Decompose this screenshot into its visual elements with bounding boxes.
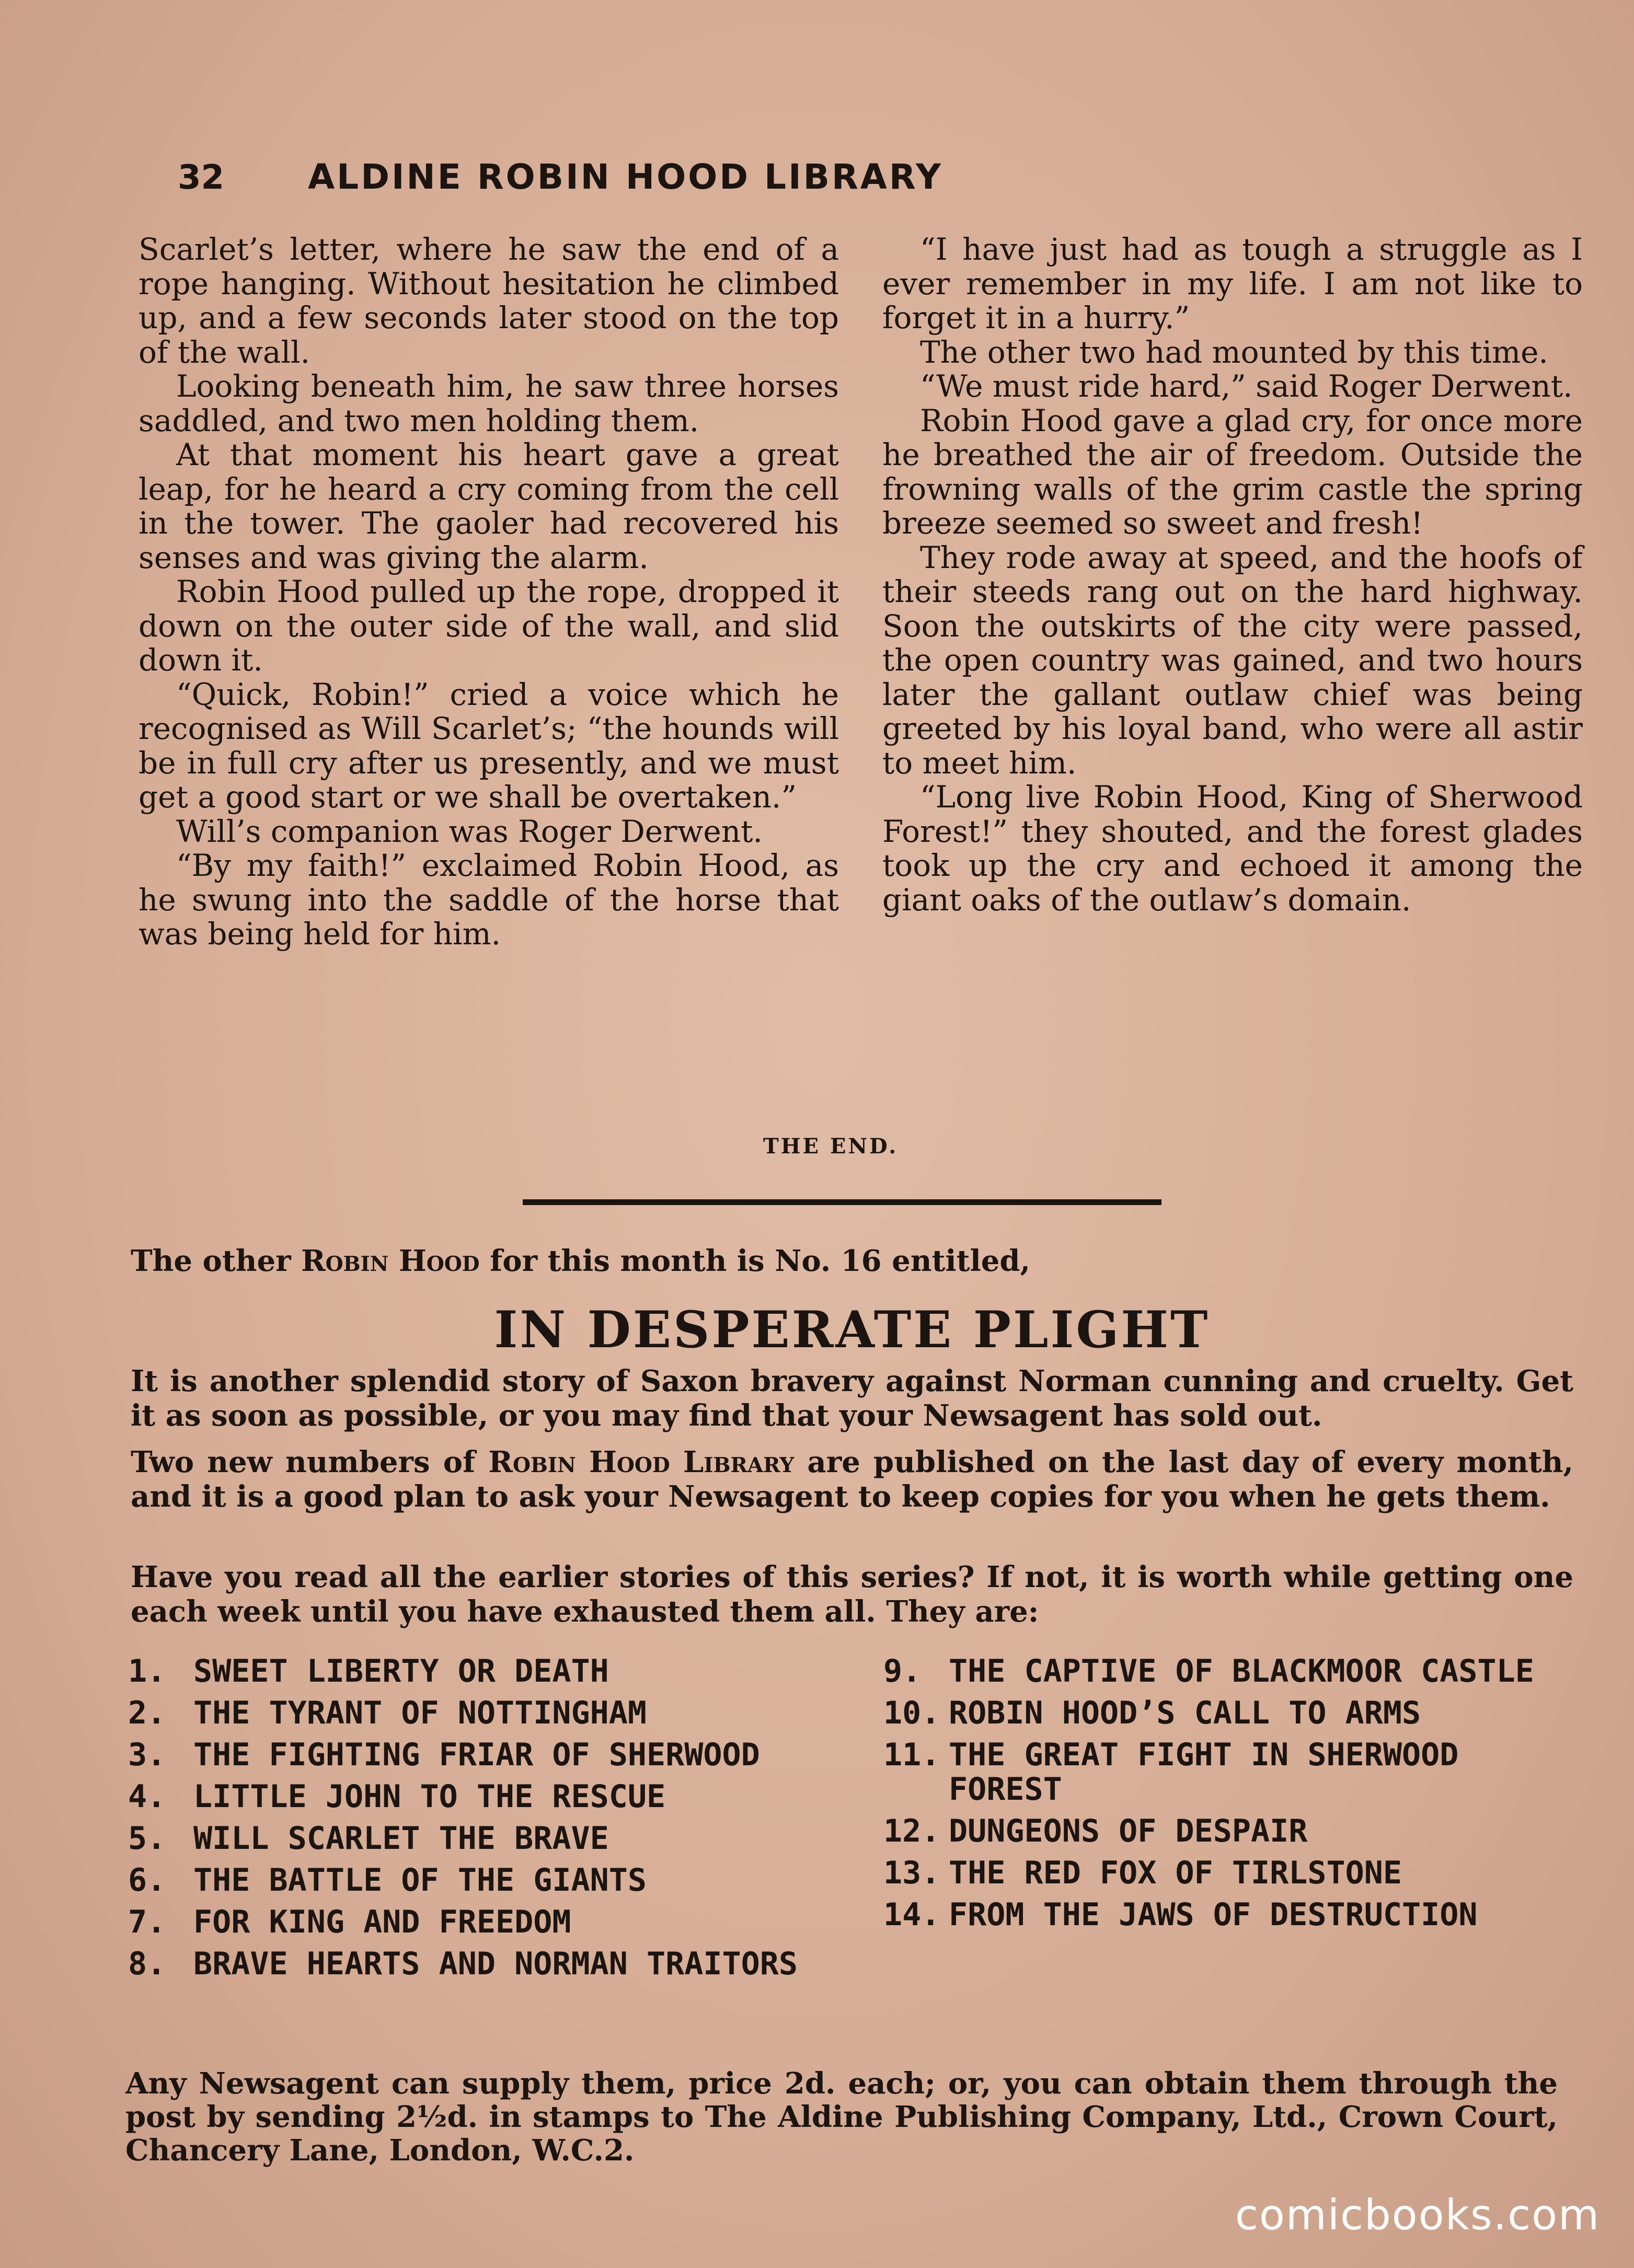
page-number: 32 xyxy=(178,158,225,197)
announcement-paragraph-2 xyxy=(131,1445,1573,1514)
intro-after: for this month is No. 16 entitled, xyxy=(479,1244,1031,1278)
list-item xyxy=(883,1654,1579,1688)
list-title: SWEET LIBERTY OR DEATH xyxy=(193,1653,609,1690)
story-paragraph: “I have just had as tough a struggle as I ever remember in my life. I am not like to forget it in a hurry.” xyxy=(882,232,1583,335)
story-paragraph: “We must ride hard,” said Roger Derwent. xyxy=(920,368,1573,404)
divider-rule xyxy=(523,1199,1161,1205)
list-number: 8. xyxy=(128,1946,166,1982)
list-item xyxy=(128,1779,823,1814)
next-issue-title: IN DESPERATE PLIGHT xyxy=(494,1300,1210,1359)
list-title: WILL SCARLET THE BRAVE xyxy=(193,1820,609,1857)
list-title: FOR KING AND FREEDOM xyxy=(193,1904,571,1940)
story-paragraph: The other two had mounted by this time. xyxy=(920,334,1548,370)
announcement-paragraph-1: It is another splendid story of Saxon bravery against Norman cunning and cruelty. Get it as soon as possible, or you may find that your Newsagent has sold out. xyxy=(131,1364,1573,1433)
list-title: THE GREAT FIGHT IN SHERWOOD FOREST xyxy=(949,1737,1459,1808)
list-item xyxy=(128,1863,823,1897)
announcement-paragraph-3: Have you read all the earlier stories of this series? If not, it is worth while getting one each week until you have exhausted them all. They are: xyxy=(131,1560,1573,1629)
list-item xyxy=(883,1856,1579,1890)
list-number: 10. xyxy=(883,1695,940,1731)
story-paragraph: Robin Hood pulled up the rope, dropped it down on the outer side of the wall, and slid down it. xyxy=(139,574,839,678)
story-paragraph: “Long live Robin Hood, King of Sherwood Forest!” they shouted, and the forest glades took up the cry and echoed it among the giant oaks of the outlaw’s domain. xyxy=(882,779,1583,918)
list-number: 4. xyxy=(128,1778,166,1815)
ordering-footer: Any Newsagent can supply them, price 2d. each; or, you can obtain them through the post by sending 2½d. in stamps to The Aldine Publishing Company, Ltd., Crown Court, Chancery Lane, London, W.C.2. xyxy=(125,2066,1558,2168)
list-title: BRAVE HEARTS AND NORMAN TRAITORS xyxy=(193,1946,798,1982)
list-title: THE RED FOX OF TIRLSTONE xyxy=(949,1855,1402,1891)
list-item xyxy=(128,1821,823,1856)
list-number: 5. xyxy=(128,1820,166,1857)
list-title: THE BATTLE OF THE GIANTS xyxy=(193,1862,647,1899)
list-number: 3. xyxy=(128,1737,166,1773)
series-name: Robin Hood xyxy=(301,1244,480,1278)
list-number: 7. xyxy=(128,1904,166,1940)
p2-after: are published on the last day of every month, and it is a good plan to ask your Newsagent to keep copies for you when he gets them. xyxy=(131,1445,1574,1514)
list-item xyxy=(128,1905,823,1939)
list-item xyxy=(128,1738,823,1772)
list-item xyxy=(883,1738,1579,1807)
list-title: THE TYRANT OF NOTTINGHAM xyxy=(193,1695,647,1731)
story-paragraph: Looking beneath him, he saw three horses saddled, and two men holding them. xyxy=(139,368,839,438)
story-paragraph: Scarlet’s letter, where he saw the end of a rope hanging. Without hesitation he climbed up, and a few seconds later stood on the top of the wall. xyxy=(139,232,839,370)
list-item xyxy=(883,1814,1579,1848)
list-number: 9. xyxy=(883,1653,922,1690)
list-number: 11. xyxy=(883,1737,940,1773)
list-item xyxy=(128,1654,823,1688)
story-list-left xyxy=(128,1654,823,1988)
story-list-right xyxy=(883,1654,1579,1939)
watermark-logo[interactable]: comicbooks.com xyxy=(1235,2191,1600,2239)
intro-before: The other xyxy=(131,1244,302,1278)
p2-before: Two new numbers of xyxy=(131,1445,489,1479)
list-title: LITTLE JOHN TO THE RESCUE xyxy=(193,1778,666,1815)
story-column-left xyxy=(139,233,839,952)
list-title: ROBIN HOOD’S CALL TO ARMS xyxy=(949,1695,1421,1731)
story-paragraph: “By my faith!” exclaimed Robin Hood, as he swung into the saddle of the horse that was being held for him. xyxy=(139,848,839,952)
list-title: DUNGEONS OF DESPAIR xyxy=(949,1813,1308,1849)
list-number: 2. xyxy=(128,1695,166,1731)
list-title: THE FIGHTING FRIAR OF SHERWOOD xyxy=(193,1737,760,1773)
story-paragraph: Robin Hood gave a glad cry, for once more he breathed the air of freedom. Outside the frowning walls of the grim castle the spring breeze seemed so sweet and fresh! xyxy=(882,402,1583,541)
list-item xyxy=(128,1696,823,1730)
list-number: 1. xyxy=(128,1653,166,1690)
the-end-label: THE END. xyxy=(763,1134,899,1159)
list-number: 12. xyxy=(883,1813,940,1849)
list-title: THE CAPTIVE OF BLACKMOOR CASTLE xyxy=(949,1653,1534,1690)
story-paragraph: Will’s companion was Roger Derwent. xyxy=(176,813,763,849)
story-column-right xyxy=(882,233,1583,917)
page-header xyxy=(178,157,1255,197)
story-paragraph: At that moment his heart gave a great leap, for he heard a cry coming from the cell in the tower. The gaoler had recovered his senses and was giving the alarm. xyxy=(139,437,839,575)
series-name: Robin Hood Library xyxy=(488,1445,795,1479)
story-paragraph: They rode away at speed, and the hoofs of their steeds rang out on the hard highway. Soon the outskirts of the city were passed, the open country was gained, and two hours later the gallant outlaw chief was being greeted by his loyal band, who were all astir to meet him. xyxy=(882,539,1583,781)
announcement-intro xyxy=(131,1244,1573,1278)
list-item xyxy=(883,1897,1579,1932)
story-paragraph: “Quick, Robin!” cried a voice which he recognised as Will Scarlet’s; “the hounds will be in full cry after us presently, and we must get a good start or we shall be overtaken.” xyxy=(139,676,839,815)
list-title: FROM THE JAWS OF DESTRUCTION xyxy=(949,1896,1478,1933)
running-title: ALDINE ROBIN HOOD LIBRARY xyxy=(308,157,943,197)
list-number: 13. xyxy=(883,1855,940,1891)
list-number: 6. xyxy=(128,1862,166,1899)
list-item xyxy=(883,1696,1579,1730)
list-number: 14. xyxy=(883,1896,940,1933)
list-item xyxy=(128,1947,823,1981)
